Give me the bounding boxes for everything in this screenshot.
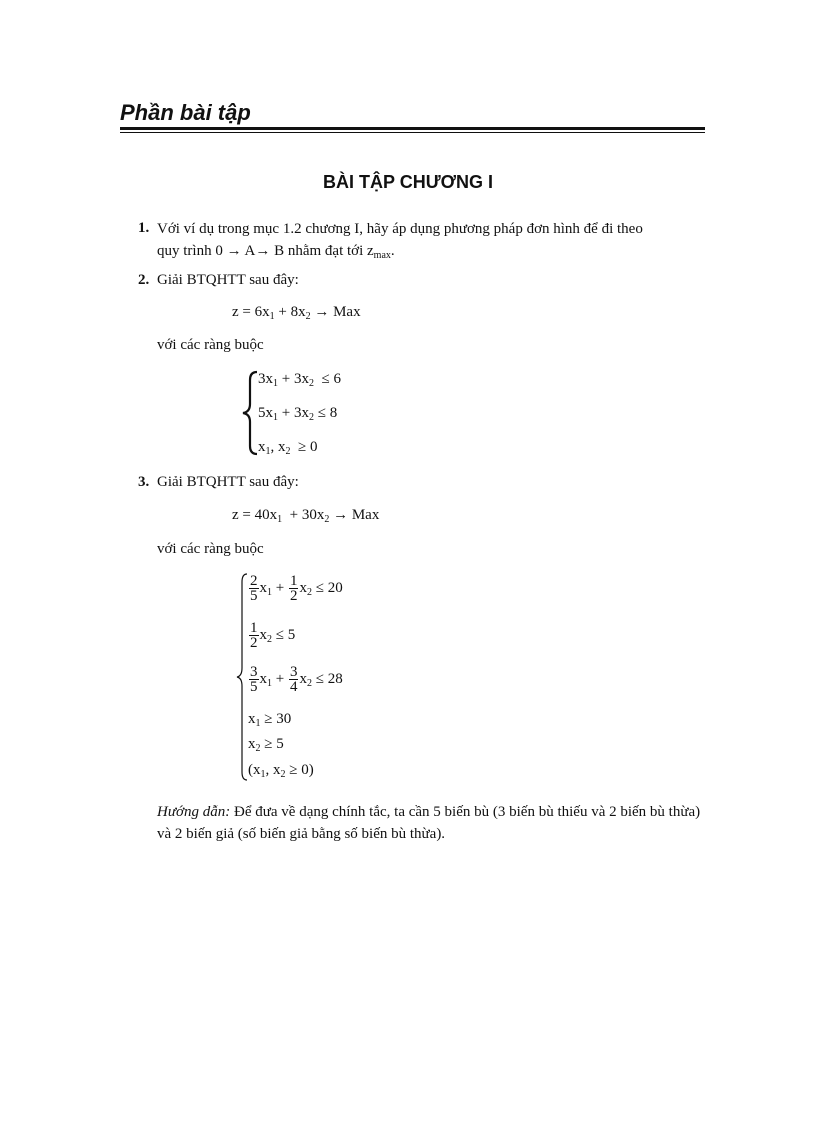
hint-text: Để đưa về dạng chính tắc, ta cần 5 biến bù (3 biến bù thiếu và 2 biến bù thừa) và 2 biến giả (số biến giả bằng số biến bù thừa). bbox=[157, 804, 701, 842]
exercise-3-constraint-5: $x_2 \ge 5$ bbox=[248, 736, 284, 754]
exercise-3-constraint-2: $\frac{1}{2}$ $x_2 \le 5$ bbox=[250, 620, 296, 651]
exercise-3-number: 3. bbox=[138, 474, 150, 490]
chapter-title: BÀI TẬP CHƯƠNG I bbox=[323, 172, 493, 192]
exercise-3-intro: Giải BTQHTT sau đây: bbox=[157, 474, 299, 490]
exercise-2-objective: $z = 6x_1 + 8x_2$ → Max bbox=[232, 304, 361, 322]
exercise-2-constraints-label: với các ràng buộc bbox=[157, 337, 264, 353]
fraction: $\frac{3}{5}$ bbox=[250, 664, 258, 695]
fraction: $\frac{1}{2}$ bbox=[250, 620, 258, 651]
exercise-3-constraint-4: $x_1 \ge 30$ bbox=[248, 711, 292, 729]
exercise-3-objective: $z = 40x_1 + 30x_2$ → Max bbox=[232, 507, 380, 525]
hint-label: Hướng dẫn: bbox=[157, 804, 231, 820]
exercise-2-number: 2. bbox=[138, 272, 150, 288]
exercise-2-constraint-2: $5x_1 + 3x_2 \le 8$ bbox=[258, 405, 338, 423]
section-rule-thin bbox=[120, 132, 705, 133]
exercise-3-constraint-1: $\frac{2}{5}$ $x_1$ + $\frac{1}{2}$ $x_2 \le 20$ bbox=[250, 573, 343, 604]
fraction: $\frac{2}{5}$ bbox=[250, 573, 258, 604]
exercise-1-line1: Với ví dụ trong mục 1.2 chương I, hãy áp dụng phương pháp đơn hình để đi theo bbox=[157, 221, 643, 237]
section-title: Phần bài tập bbox=[120, 100, 251, 125]
exercise-3-hint bbox=[157, 801, 702, 845]
exercise-2-constraint-1: $3x_1 + 3x_2 \le 6$ bbox=[258, 371, 341, 389]
exercise-3-constraints-label: với các ràng buộc bbox=[157, 541, 264, 557]
exercise-2-constraint-3: $x_1$, $x_2 \ge 0$ bbox=[258, 439, 318, 457]
fraction: $\frac{3}{4}$ bbox=[289, 664, 298, 695]
exercise-1-text bbox=[157, 218, 702, 262]
exercise-3-constraint-3: $\frac{3}{5}$ $x_1$ + $\frac{3}{4}$ $x_2 \le 28$ bbox=[250, 664, 343, 695]
section-rule-thick bbox=[120, 127, 705, 130]
exercise-3-constraint-6: ($x_1$, $x_2 \ge 0$) bbox=[248, 762, 314, 780]
fraction: $\frac{1}{2}$ bbox=[289, 573, 298, 604]
exercise-1-number: 1. bbox=[138, 220, 150, 236]
exercise-2-intro: Giải BTQHTT sau đây: bbox=[157, 272, 299, 288]
exercise-1-line2: quy trình 0 → A→ B nhằm đạt tới $z_{max}$. bbox=[157, 243, 395, 261]
